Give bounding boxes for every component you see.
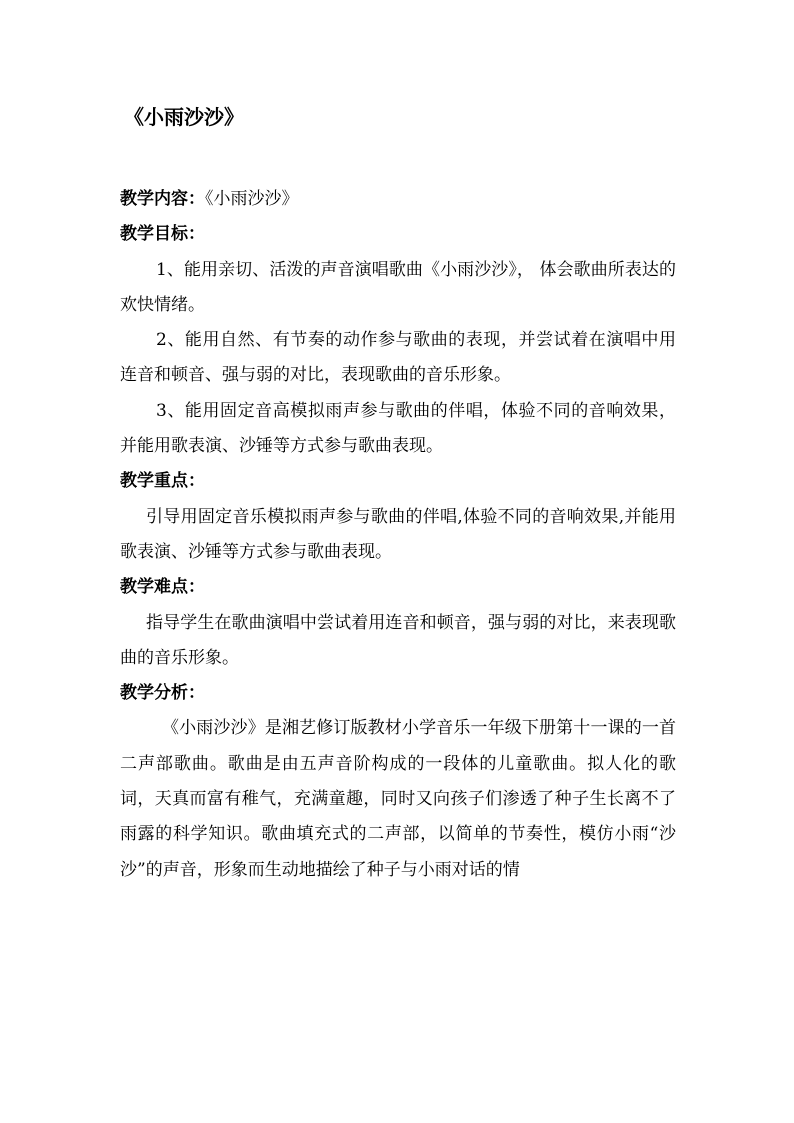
content-section <box>120 182 676 217</box>
objectives-heading: 教学目标： <box>120 224 205 245</box>
document-body <box>120 182 676 888</box>
analysis-heading: 教学分析： <box>120 683 205 704</box>
objective-item-3: 3、能用固定音高模拟雨声参与歌曲的伴唱，体验不同的音响效果，并能用歌表演、沙锤等方式参与歌曲表现。 <box>120 400 676 457</box>
key-points-heading: 教学重点： <box>120 471 205 492</box>
difficulties-text: 指导学生在歌曲演唱中尝试着用连音和顿音，强与弱的对比，来表现歌曲的音乐形象。 <box>120 612 676 668</box>
content-value: 《小雨沙沙》 <box>205 189 299 209</box>
key-points-text: 引导用固定音乐模拟雨声参与歌曲的伴唱,体验不同的音响效果,并能用歌表演、沙锤等方式参与歌曲表现。 <box>120 506 676 562</box>
document-title: 《小雨沙沙》 <box>124 105 244 129</box>
analysis-text: 《小雨沙沙》是湘艺修订版教材小学音乐一年级下册第十一课的一首二声部歌曲。歌曲是由五声音阶构成的一段体的儿童歌曲。拟人化的歌词，天真而富有稚气，充满童趣，同时又向孩子们渗透了种子生长离不了雨露的科学知识。歌曲填充式的二声部，以简单的节奏性，模仿小雨“沙沙”的声音，形象而生动地描绘了种子与小雨对话的情 <box>120 718 676 880</box>
difficulties-heading: 教学难点： <box>120 577 205 598</box>
objective-item-2: 2、能用自然、有节奏的动作参与歌曲的表现，并尝试着在演唱中用连音和顿音、强与弱的对比，表现歌曲的音乐形象。 <box>120 330 676 386</box>
content-heading: 教学内容： <box>120 189 205 209</box>
objective-item-1: 1、能用亲切、活泼的声音演唱歌曲《小雨沙沙》， 体会歌曲所表达的欢快情绪。 <box>120 259 676 315</box>
